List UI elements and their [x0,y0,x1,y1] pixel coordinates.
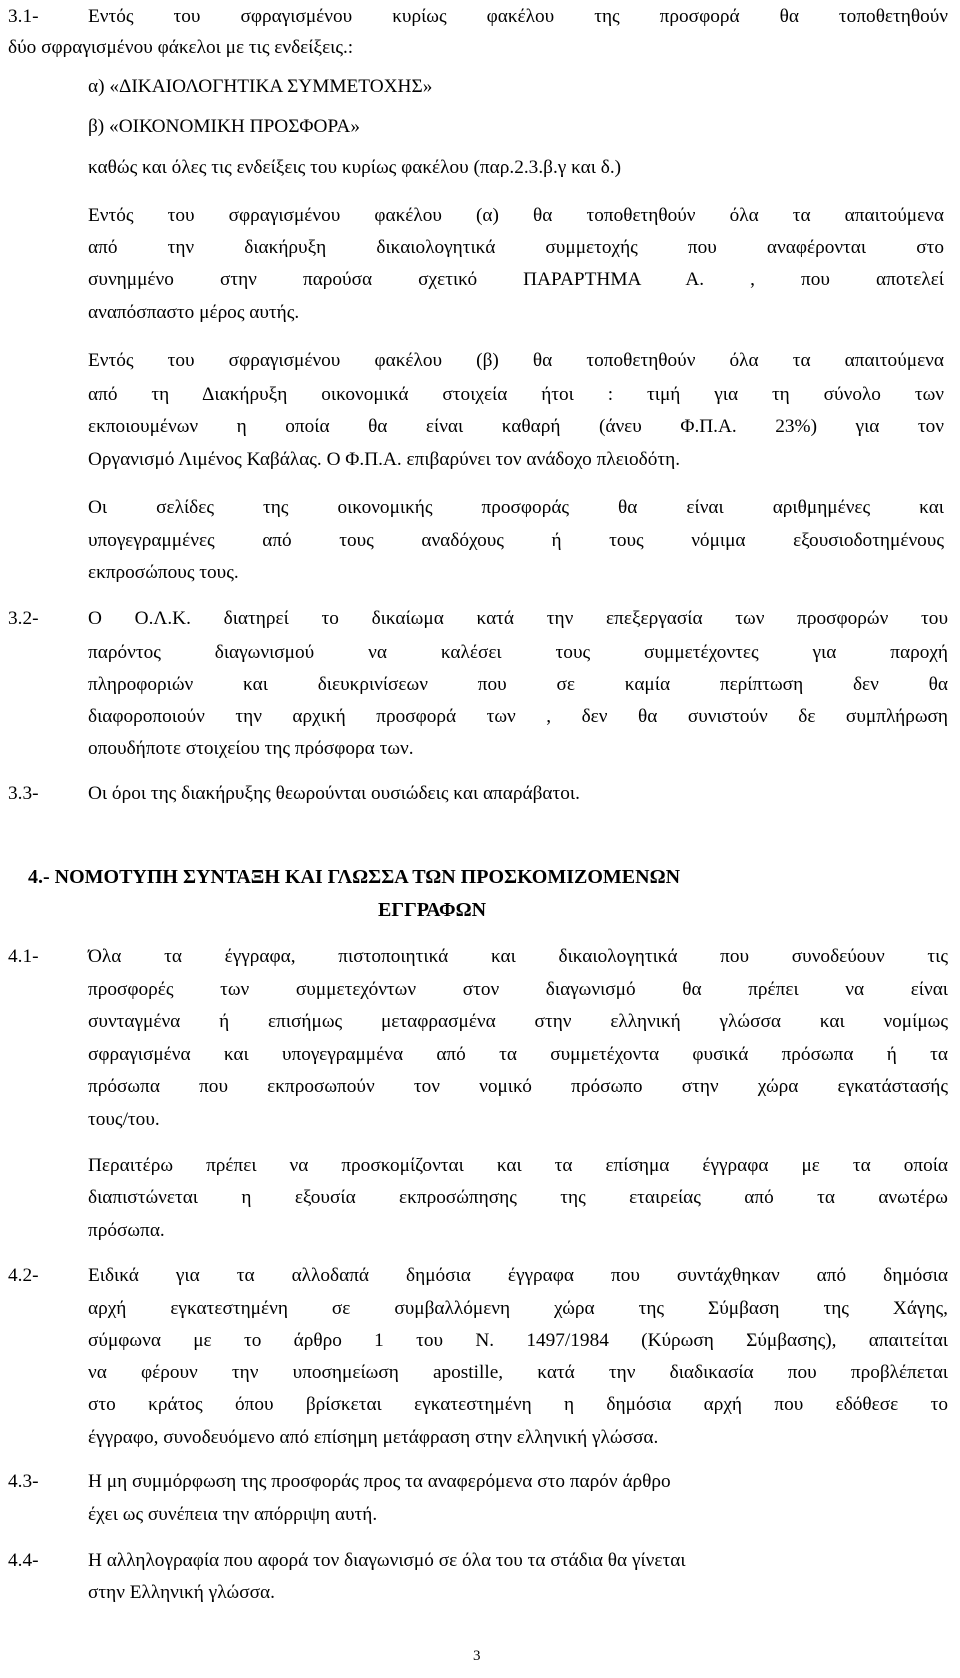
paragraph-line: πρόσωπα που εκπροσωπούν τον νομικό πρόσωπο στην χώρα εγκατάστασής [88,1076,948,1097]
paragraph-line: εκποιουμένων η οποία θα είναι καθαρή (άνευ Φ.Π.Α. 23%) για τον [88,416,944,437]
section-number: 3.1- [8,6,39,27]
paragraph-line: Εντός του σφραγισμένου φακέλου (α) θα τοποθετηθούν όλα τα απαιτούμενα [88,205,944,226]
paragraph-line: εκπροσώπους τους. [88,562,239,583]
paragraph-line: Οι όροι της διακήρυξης θεωρούνται ουσιώδεις και απαράβατοι. [88,783,580,804]
paragraph-line: Η αλληλογραφία που αφορά τον διαγωνισμό σε όλα του τα στάδια θα γίνεται [88,1550,686,1571]
section-heading: 4.- ΝΟΜΟΤΥΠΗ ΣΥΝΤΑΞΗ ΚΑΙ ΓΛΩΣΣΑ ΤΩΝ ΠΡΟΣΚΟΜΙΖΟΜΕΝΩΝ [28,866,681,888]
paragraph-line: Οργανισμό Λιμένος Καβάλας. Ο Φ.Π.Α. επιβαρύνει τον ανάδοχο πλειοδότη. [88,449,681,470]
paragraph-line: Οι σελίδες της οικονομικής προσφοράς θα είναι αριθμημένες και [88,497,944,518]
section-number: 4.2- [8,1265,39,1286]
paragraph-line: Περαιτέρω πρέπει να προσκομίζονται και τα επίσημα έγγραφα με τα οποία [88,1155,948,1176]
paragraph-line: Εντός του σφραγισμένου φακέλου (β) θα τοποθετηθούν όλα τα απαιτούμενα [88,350,944,371]
paragraph-line: σύμφωνα με το άρθρο 1 του Ν. 1497/1984 (Κύρωση Σύμβασης), απαιτείται [88,1330,948,1351]
paragraph-line: Ειδικά για τα αλλοδαπά δημόσια έγγραφα που συντάχθηκαν από δημόσια [88,1265,948,1286]
paragraph-line: οπουδήποτε στοιχείου της πρόσφορα των. [88,738,414,759]
paragraph-line: υπογεγραμμένες από τους αναδόχους ή τους νόμιμα εξουσιοδοτημένους [88,530,944,551]
paragraph-line: συνημμένο στην παρούσα σχετικό ΠΑΡΑΡΤΗΜΑ Α. , που αποτελεί [88,269,944,290]
paragraph-line: διαφοροποιούν την αρχική προσφορά των , δεν θα συνιστούν δε συμπλήρωση [88,706,948,727]
section-number: 4.1- [8,946,39,967]
section-heading: ΕΓΓΡΑΦΩΝ [378,899,487,921]
paragraph-line: Η μη συμμόρφωση της προσφοράς προς τα αναφερόμενα στο παρόν άρθρο [88,1471,671,1492]
paragraph-line: έγγραφο, συνοδευόμενο από επίσημη μετάφραση στην ελληνική γλώσσα. [88,1427,659,1448]
paragraph-line: δύο σφραγισμένου φάκελοι με τις ενδείξεις.: [8,37,354,58]
section-number: 3.3- [8,783,39,804]
paragraph-line: προσφορές των συμμετεχόντων στον διαγωνισμό θα πρέπει να είναι [88,979,948,1000]
paragraph-line: Όλα τα έγγραφα, πιστοποιητικά και δικαιολογητικά που συνοδεύουν τις [88,946,948,967]
list-item: καθώς και όλες τις ενδείξεις του κυρίως φακέλου (παρ.2.3.β.γ και δ.) [88,157,622,178]
section-number: 4.3- [8,1471,39,1492]
section-number: 4.4- [8,1550,39,1571]
paragraph-line: σφραγισμένα και υπογεγραμμένα από τα συμμετέχοντα φυσικά πρόσωπα ή τα [88,1044,948,1065]
paragraph-line: αναπόσπαστο μέρος αυτής. [88,302,300,323]
paragraph-line: να φέρουν την υποσημείωση apostille, κατά την διαδικασία που προβλέπεται [88,1362,948,1383]
paragraph-line: στο κράτος όπου βρίσκεται εγκατεστημένη η δημόσια αρχή που εδόθεσε το [88,1394,948,1415]
page-number: 3 [473,1648,481,1664]
paragraph-line: παρόντος διαγωνισμού να καλέσει τους συμμετέχοντες για παροχή [88,642,948,663]
paragraph-line: πρόσωπα. [88,1220,165,1241]
paragraph-line: διαπιστώνεται η εξουσία εκπροσώπησης της εταιρείας από τα ανωτέρω [88,1187,948,1208]
paragraph-line: πληροφοριών και διευκρινίσεων που σε καμία περίπτωση δεν θα [88,674,948,695]
paragraph-line: έχει ως συνέπεια την απόρριψη αυτή. [88,1504,378,1525]
paragraph-line: τους/του. [88,1109,160,1130]
paragraph-line: συνταγμένα ή επισήμως μεταφρασμένα στην ελληνική γλώσσα και νομίμως [88,1011,948,1032]
paragraph-line: Εντός του σφραγισμένου κυρίως φακέλου της προσφορά θα τοποθετηθούν [88,6,948,27]
paragraph-line: από τη Διακήρυξη οικονομικά στοιχεία ήτοι : τιμή για τη σύνολο των [88,384,944,405]
list-item: β) «ΟΙΚΟΝΟΜΙΚΗ ΠΡΟΣΦΟΡΑ» [88,116,360,137]
paragraph-line: αρχή εγκατεστημένη σε συμβαλλόμενη χώρα της Σύμβαση της Χάγης, [88,1298,948,1319]
section-number: 3.2- [8,608,39,629]
paragraph-line: στην Ελληνική γλώσσα. [88,1582,275,1603]
list-item: α) «ΔΙΚΑΙΟΛΟΓΗΤΙΚΑ ΣΥΜΜΕΤΟΧΗΣ» [88,76,433,97]
paragraph-line: από την διακήρυξη δικαιολογητικά συμμετοχής που αναφέρονται στο [88,237,944,258]
paragraph-line: Ο Ο.Λ.Κ. διατηρεί το δικαίωμα κατά την επεξεργασία των προσφορών του [88,608,948,629]
